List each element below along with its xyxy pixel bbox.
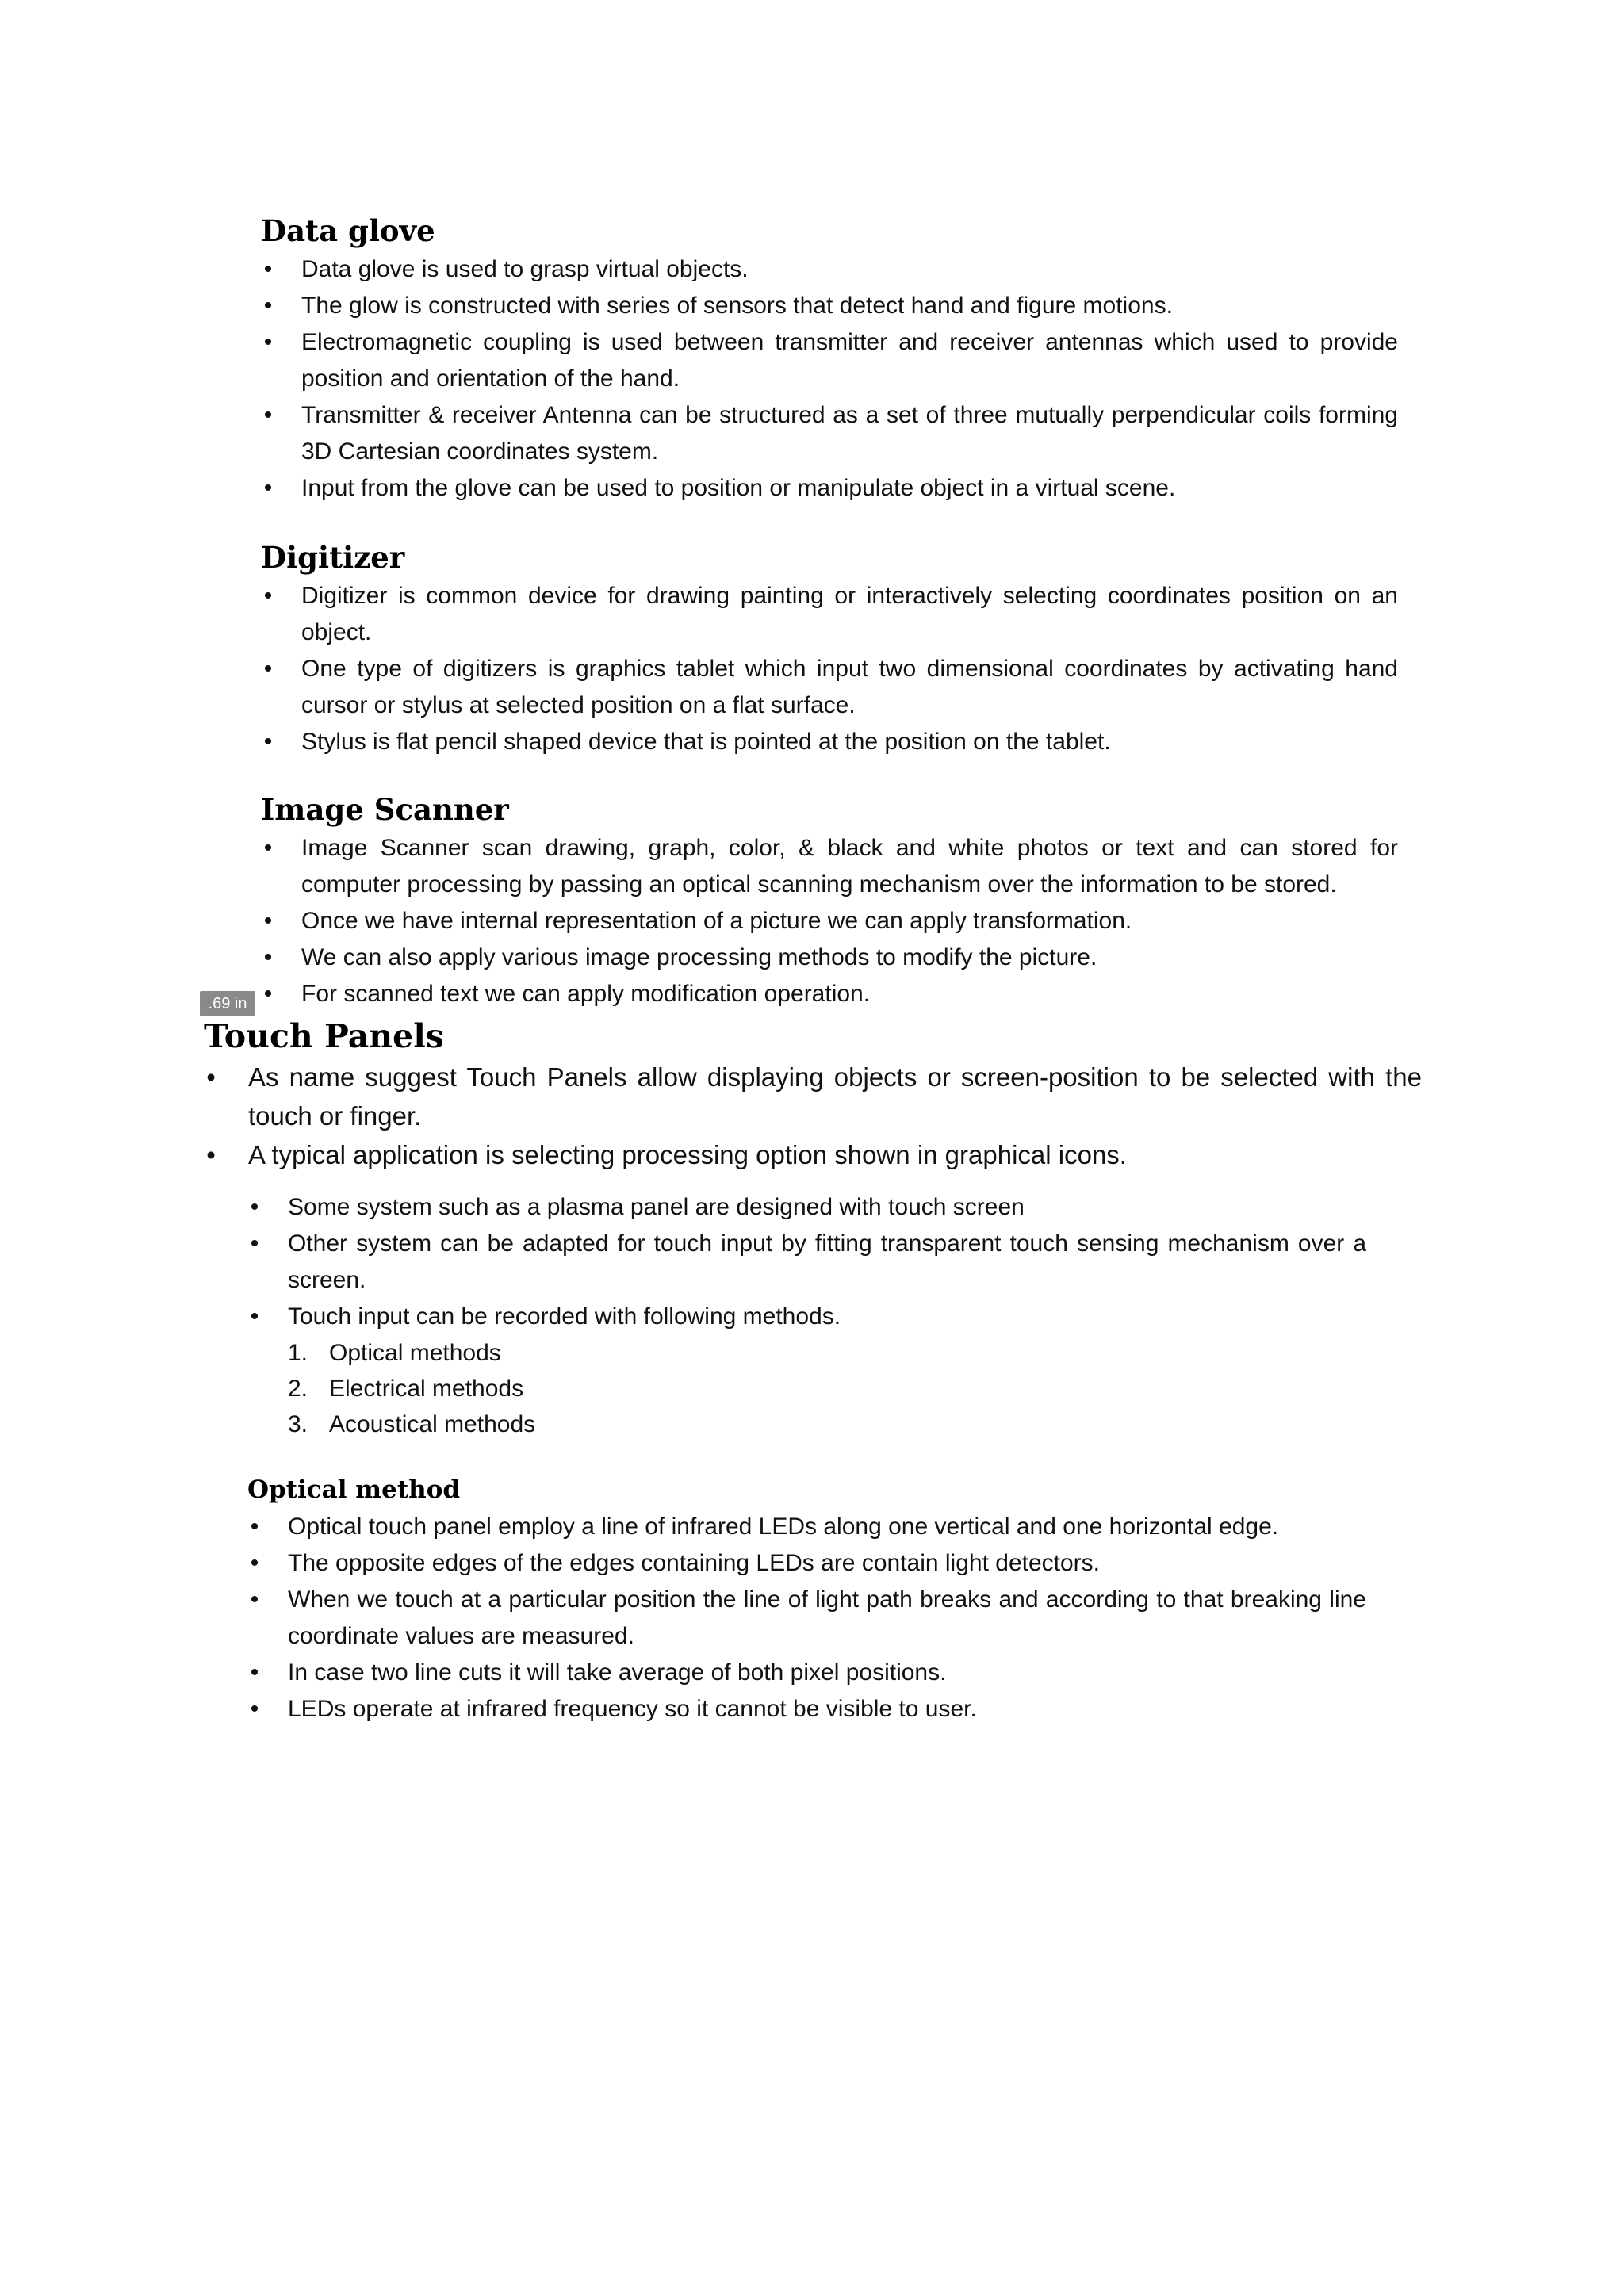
bullet-icon: • [263, 981, 273, 1007]
list-item: • Electromagnetic coupling is used between transmitter and receiver antennas which used to provide position and orientation of the hand. [0, 324, 1398, 397]
data-glove-list [0, 251, 1398, 507]
bullet-icon: • [263, 256, 273, 282]
touch-panels-list [0, 1058, 1422, 1174]
bullet-icon: • [206, 1140, 216, 1169]
list-item: • Image Scanner scan drawing, graph, color, & black and white photos or text and can stored for computer processing by passing an optical scanning mechanism over the information to be stored. [0, 830, 1398, 903]
image-scanner-list [0, 830, 1398, 1012]
list-item: • As name suggest Touch Panels allow displaying objects or screen-position to be selected with the touch or finger. [0, 1058, 1422, 1135]
list-item: • Optical touch panel employ a line of infrared LEDs along one vertical and one horizontal edge. [0, 1509, 1366, 1545]
bullet-icon: • [250, 1659, 259, 1686]
list-item: 3. Acoustical methods [288, 1411, 536, 1437]
heading-optical-method: Optical method [247, 1475, 461, 1504]
list-item: • Input from the glove can be used to position or manipulate object in a virtual scene. [0, 470, 1398, 507]
list-item: • The glow is constructed with series of sensors that detect hand and figure motions. [0, 288, 1398, 324]
bullet-icon: • [250, 1513, 259, 1540]
bullet-icon: • [263, 729, 273, 755]
section-touch-panels [0, 1015, 1422, 1174]
list-item: • We can also apply various image processing methods to modify the picture. [0, 939, 1398, 976]
touch-subpoints-list [0, 1189, 1366, 1335]
heading-digitizer: Digitizer [261, 540, 405, 575]
bullet-icon: • [206, 1062, 216, 1092]
bullet-icon: • [250, 1230, 259, 1257]
bullet-icon: • [250, 1586, 259, 1613]
section-digitizer [0, 537, 1398, 760]
list-item: • Transmitter & receiver Antenna can be structured as a set of three mutually perpendicular coils forming 3D Cartesian coordinates system. [0, 397, 1398, 470]
list-item: • A typical application is selecting processing option shown in graphical icons. [0, 1135, 1422, 1174]
list-item: • Touch input can be recorded with following methods. [0, 1299, 1366, 1335]
digitizer-list [0, 578, 1398, 760]
list-item: • Some system such as a plasma panel are designed with touch screen [0, 1189, 1366, 1226]
heading-image-scanner: Image Scanner [261, 792, 509, 827]
list-item: • LEDs operate at infrared frequency so it cannot be visible to user. [0, 1691, 1366, 1728]
list-item: • One type of digitizers is graphics tablet which input two dimensional coordinates by activating hand cursor or stylus at selected position on a flat surface. [0, 651, 1398, 724]
bullet-icon: • [263, 402, 273, 428]
section-image-scanner [0, 789, 1398, 1012]
list-item: • For scanned text we can apply modification operation. [0, 976, 1398, 1012]
list-item: • When we touch at a particular position the line of light path breaks and according to that breaking line coordinate values are measured. [0, 1582, 1366, 1655]
list-item: • In case two line cuts it will take average of both pixel positions. [0, 1655, 1366, 1691]
list-item: • Digitizer is common device for drawing painting or interactively selecting coordinates position on an object. [0, 578, 1398, 651]
bullet-icon: • [250, 1550, 259, 1576]
list-item: 1. Optical methods [288, 1340, 501, 1366]
list-item: • Once we have internal representation of a picture we can apply transformation. [0, 903, 1398, 939]
section-optical-method [0, 1471, 1366, 1728]
list-item: • Other system can be adapted for touch input by fitting transparent touch sensing mechanism over a screen. [0, 1226, 1366, 1299]
ruler-measurement-badge: .69 in [200, 991, 255, 1016]
heading-touch-panels: Touch Panels [204, 1017, 444, 1055]
list-item: • Data glove is used to grasp virtual objects. [0, 251, 1398, 288]
bullet-icon: • [263, 835, 273, 861]
optical-method-list [0, 1509, 1366, 1728]
bullet-icon: • [263, 475, 273, 501]
bullet-icon: • [263, 583, 273, 609]
bullet-icon: • [263, 329, 273, 355]
section-data-glove [0, 210, 1398, 507]
list-item: 2. Electrical methods [288, 1376, 524, 1402]
list-item: • Stylus is flat pencil shaped device that is pointed at the position on the tablet. [0, 724, 1398, 760]
bullet-icon: • [263, 908, 273, 934]
bullet-icon: • [263, 293, 273, 319]
bullet-icon: • [263, 656, 273, 682]
bullet-icon: • [250, 1194, 259, 1220]
bullet-icon: • [263, 944, 273, 970]
touch-methods-list [0, 1335, 1366, 1442]
heading-data-glove: Data glove [261, 213, 435, 248]
section-touch-subpoints [0, 1189, 1366, 1442]
bullet-icon: • [250, 1696, 259, 1722]
list-item: • The opposite edges of the edges containing LEDs are contain light detectors. [0, 1545, 1366, 1582]
bullet-icon: • [250, 1303, 259, 1330]
